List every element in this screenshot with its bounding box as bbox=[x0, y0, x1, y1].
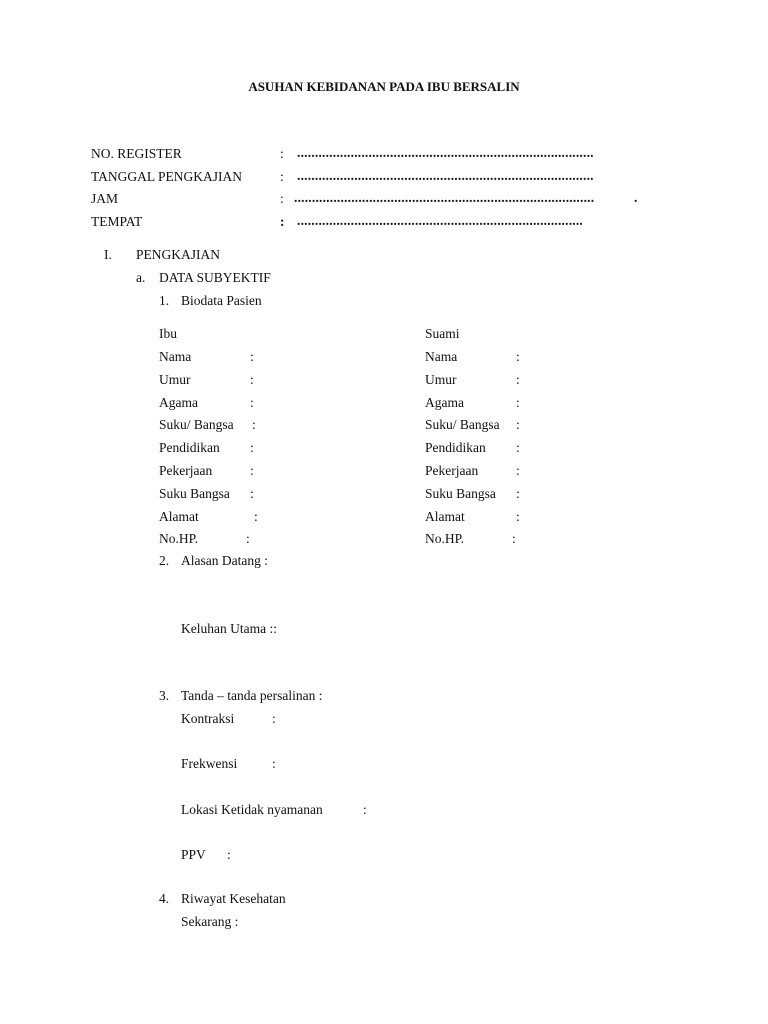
field-colon: : bbox=[280, 146, 284, 161]
subsection-heading: DATA SUBYEKTIF bbox=[159, 270, 271, 285]
ibu-field-label: No.HP. bbox=[159, 531, 199, 546]
suami-field-label: Suku Bangsa bbox=[425, 486, 496, 501]
suami-field-colon: : bbox=[512, 531, 516, 546]
subsection-letter: a. bbox=[136, 270, 146, 285]
section-number: I. bbox=[104, 247, 112, 262]
suami-field-label: Pekerjaan bbox=[425, 463, 479, 478]
item-number: 2. bbox=[159, 553, 170, 568]
suami-field-label: Nama bbox=[425, 349, 458, 364]
suami-field-colon: : bbox=[516, 440, 520, 455]
field-colon: : bbox=[280, 191, 284, 206]
keluhan-utama-label: Keluhan Utama :: bbox=[181, 621, 277, 636]
suami-field-label: Agama bbox=[425, 395, 464, 410]
suami-field-label: Pendidikan bbox=[425, 440, 486, 455]
field-dots[interactable]: ................................................................................ bbox=[297, 213, 583, 228]
lokasi-label: Lokasi Ketidak nyamanan bbox=[181, 802, 323, 817]
field-dots[interactable]: .................................................................................... bbox=[294, 190, 595, 205]
suami-field-colon: : bbox=[516, 395, 520, 410]
ibu-field-label: Suku Bangsa bbox=[159, 486, 230, 501]
suami-field-label: Alamat bbox=[425, 509, 465, 524]
ibu-field-label: Alamat bbox=[159, 509, 199, 524]
ppv-colon: : bbox=[227, 847, 231, 862]
biodata-heading: Biodata Pasien bbox=[181, 293, 262, 308]
ibu-field-label: Pekerjaan bbox=[159, 463, 213, 478]
field-trailing-period: . bbox=[634, 190, 638, 205]
ibu-field-label: Pendidikan bbox=[159, 440, 220, 455]
ibu-field-colon: : bbox=[246, 531, 250, 546]
ibu-field-colon: : bbox=[250, 395, 254, 410]
suami-heading: Suami bbox=[425, 326, 460, 341]
ibu-field-colon: : bbox=[254, 509, 258, 524]
suami-field-label: Umur bbox=[425, 372, 457, 387]
kontraksi-label: Kontraksi bbox=[181, 711, 235, 726]
field-colon: : bbox=[280, 169, 284, 184]
field-label: TEMPAT bbox=[91, 214, 143, 229]
riwayat-kesehatan-label: Riwayat Kesehatan bbox=[181, 891, 286, 906]
ibu-field-colon: : bbox=[250, 372, 254, 387]
ibu-field-colon: : bbox=[252, 417, 256, 432]
item-number: 3. bbox=[159, 688, 170, 703]
suami-field-colon: : bbox=[516, 372, 520, 387]
suami-field-colon: : bbox=[516, 349, 520, 364]
suami-field-colon: : bbox=[516, 509, 520, 524]
ibu-field-colon: : bbox=[250, 349, 254, 364]
field-label: TANGGAL PENGKAJIAN bbox=[91, 169, 243, 184]
field-dots[interactable]: ................................................................................... bbox=[297, 168, 594, 183]
frekwensi-label: Frekwensi bbox=[181, 756, 238, 771]
ibu-heading: Ibu bbox=[159, 326, 177, 341]
item-number: 4. bbox=[159, 891, 170, 906]
lokasi-colon: : bbox=[363, 802, 367, 817]
tanda-persalinan-label: Tanda – tanda persalinan : bbox=[181, 688, 323, 703]
suami-field-colon: : bbox=[516, 417, 520, 432]
ibu-field-label: Nama bbox=[159, 349, 192, 364]
suami-field-colon: : bbox=[516, 463, 520, 478]
ibu-field-colon: : bbox=[250, 486, 254, 501]
ibu-field-label: Suku/ Bangsa bbox=[159, 417, 234, 432]
ibu-field-colon: : bbox=[250, 463, 254, 478]
ppv-label: PPV bbox=[181, 847, 206, 862]
frekwensi-colon: : bbox=[272, 756, 276, 771]
kontraksi-colon: : bbox=[272, 711, 276, 726]
item-number: 1. bbox=[159, 293, 170, 308]
ibu-field-label: Agama bbox=[159, 395, 198, 410]
suami-field-label: Suku/ Bangsa bbox=[425, 417, 500, 432]
field-label: JAM bbox=[91, 191, 119, 206]
suami-field-label: No.HP. bbox=[425, 531, 465, 546]
page-title: ASUHAN KEBIDANAN PADA IBU BERSALIN bbox=[248, 79, 520, 94]
field-dots[interactable]: ................................................................................... bbox=[297, 145, 594, 160]
field-colon: : bbox=[280, 214, 285, 229]
suami-field-colon: : bbox=[516, 486, 520, 501]
field-label: NO. REGISTER bbox=[91, 146, 182, 161]
section-heading: PENGKAJIAN bbox=[136, 247, 220, 262]
ibu-field-colon: : bbox=[250, 440, 254, 455]
sekarang-label: Sekarang : bbox=[181, 914, 239, 929]
alasan-datang-label: Alasan Datang : bbox=[181, 553, 268, 568]
ibu-field-label: Umur bbox=[159, 372, 191, 387]
